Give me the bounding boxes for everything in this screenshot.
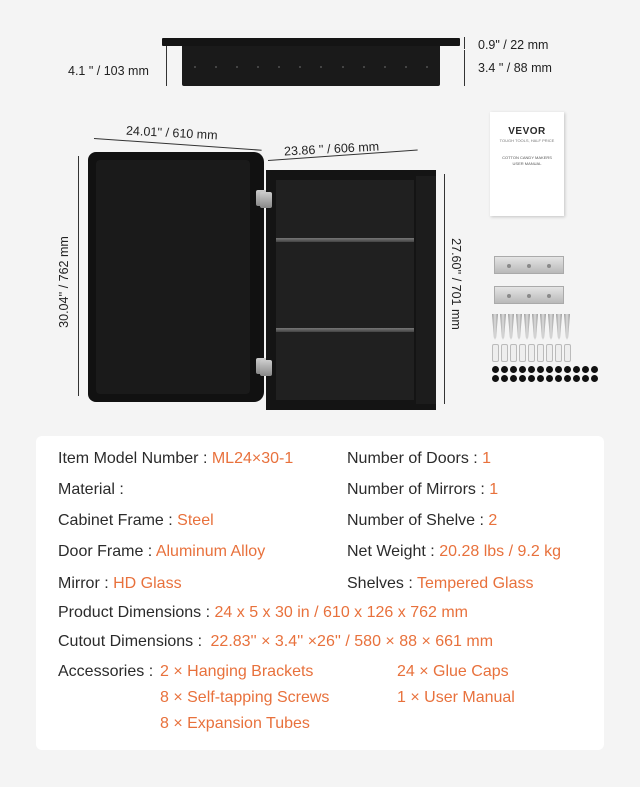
spec-mirrors-value: 1 — [489, 481, 499, 498]
spec-mirror: Mirror : HD Glass — [58, 575, 182, 592]
mirror-door — [88, 152, 264, 402]
spec-shelve: Number of Shelve : 2 — [347, 512, 498, 529]
spec-cabinet-frame: Cabinet Frame : Steel — [58, 512, 214, 529]
dimension-line — [464, 50, 465, 86]
accessory-item: 24 × Glue Caps — [397, 663, 509, 680]
hanging-bracket — [494, 286, 564, 304]
hinge-icon — [260, 360, 272, 376]
cabinet-top-view-body — [182, 46, 440, 86]
brand-tagline: TOUGH TOOLS, HALF PRICE — [499, 138, 555, 143]
spec-product-dimensions: Product Dimensions : 24 x 5 x 30 in / 610 x 126 x 762 mm — [58, 604, 468, 621]
accessory-item: 1 × User Manual — [397, 689, 515, 706]
door-height-label: 30.04'' / 762 mm — [57, 236, 71, 328]
spec-shelves: Shelves : Tempered Glass — [347, 575, 534, 592]
spec-cabinet-frame-value: Steel — [177, 512, 214, 529]
spec-cutout-dimensions: Cutout Dimensions : 22.83'' × 3.4'' ×26'' / 580 × 88 × 661 mm — [58, 633, 494, 650]
door-height-line — [78, 156, 79, 396]
spec-weight-value: 20.28 lbs / 9.2 kg — [439, 543, 562, 560]
cabinet-top-view-rim — [162, 38, 460, 46]
spec-model-value: ML24×30-1 — [211, 450, 294, 467]
dimension-line — [166, 46, 167, 86]
cabinet-height-line — [444, 174, 445, 404]
accessory-item: 8 × Expansion Tubes — [160, 715, 310, 732]
accessory-item: 2 × Hanging Brackets — [160, 663, 314, 680]
dimension-line — [464, 37, 465, 49]
spec-door-frame: Door Frame : Aluminum Alloy — [58, 543, 266, 560]
cabinet-body — [266, 170, 436, 410]
spec-mirrors: Number of Mirrors : 1 — [347, 481, 499, 498]
spec-accessories-label: Accessories : — [58, 663, 154, 680]
spec-mirror-value: HD Glass — [113, 575, 182, 592]
manual-title: COTTON CANDY MAKERS — [502, 155, 552, 160]
door-width-label: 24.01'' / 610 mm — [125, 123, 218, 143]
spec-doors-value: 1 — [482, 450, 492, 467]
spec-shelves-value: Tempered Glass — [416, 575, 534, 592]
hinge-icon — [260, 192, 272, 208]
expansion-tubes-row — [492, 344, 571, 362]
cabinet-width-label: 23.86 '' / 606 mm — [283, 139, 380, 159]
brand-logo: VEVOR — [508, 126, 546, 137]
manual-subtitle: USER MANUAL — [512, 161, 542, 166]
glue-caps-grid — [492, 366, 598, 382]
glass-shelf — [276, 238, 414, 242]
top-depth-label: 3.4 " / 88 mm — [478, 61, 552, 75]
spec-product-dimensions-value: 24 x 5 x 30 in / 610 x 126 x 762 mm — [214, 604, 468, 621]
hanging-bracket — [494, 256, 564, 274]
spec-cutout-dimensions-value: 22.83'' × 3.4'' ×26'' / 580 × 88 × 661 mm — [210, 633, 494, 650]
accessory-item: 8 × Self-tapping Screws — [160, 689, 330, 706]
glass-shelf — [276, 328, 414, 332]
spec-shelve-value: 2 — [488, 512, 498, 529]
spec-door-frame-value: Aluminum Alloy — [155, 543, 266, 560]
screws-row — [492, 314, 570, 340]
spec-weight: Net Weight : 20.28 lbs / 9.2 kg — [347, 543, 562, 560]
spec-material: Material : — [58, 481, 124, 498]
spec-model: Item Model Number : ML24×30-1 — [58, 450, 294, 467]
user-manual — [490, 112, 564, 216]
spec-doors: Number of Doors : 1 — [347, 450, 492, 467]
top-total-label: 4.1 " / 103 mm — [68, 64, 149, 78]
cabinet-height-label: 27.60'' / 701 mm — [449, 238, 463, 330]
top-thickness-label: 0.9" / 22 mm — [478, 38, 549, 52]
